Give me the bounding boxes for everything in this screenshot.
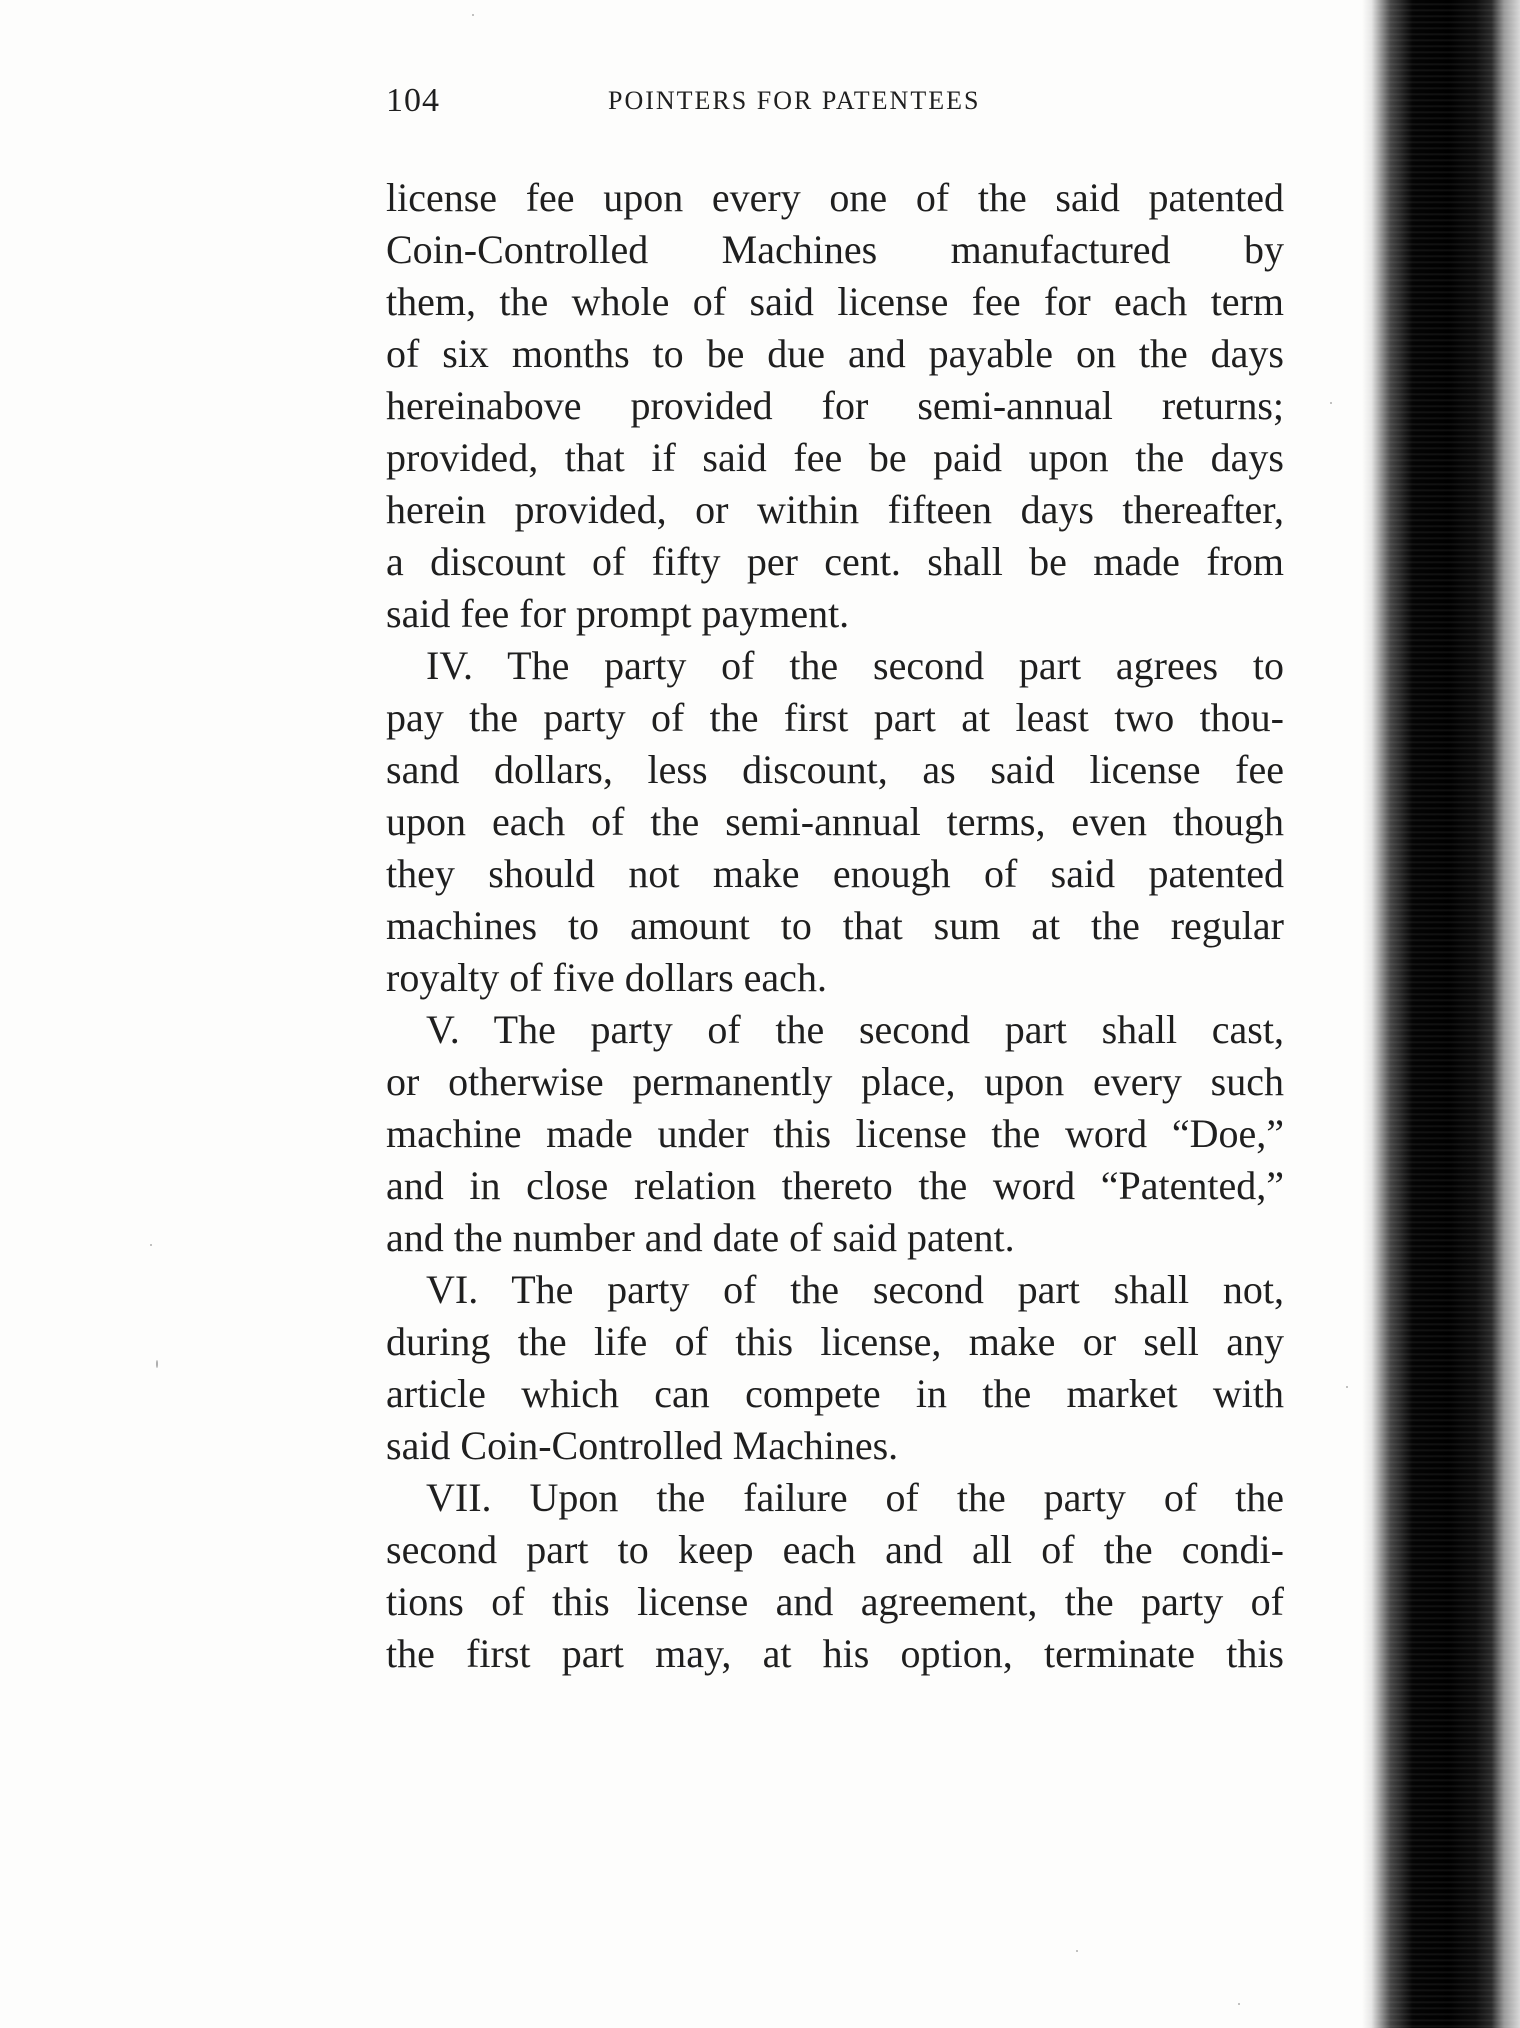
text-line: hereinabove provided for semi-annual returns; bbox=[386, 383, 1284, 428]
paragraph bbox=[386, 640, 1284, 1004]
text-line: they should not make enough of said patented bbox=[386, 851, 1284, 896]
scan-speck bbox=[1238, 2003, 1240, 2005]
book-gutter-shadow bbox=[1362, 0, 1520, 2028]
text-line: second part to keep each and all of the condi- bbox=[386, 1527, 1284, 1572]
text-line: royalty of five dollars each. bbox=[386, 955, 827, 1000]
scan-speck bbox=[1076, 1950, 1078, 1952]
paragraph bbox=[386, 1004, 1284, 1264]
text-line: and the number and date of said patent. bbox=[386, 1215, 1015, 1260]
scan-speck bbox=[150, 1244, 152, 1246]
text-line: IV. The party of the second part agrees to bbox=[426, 643, 1284, 688]
scan-speck bbox=[1330, 402, 1332, 404]
page-header bbox=[386, 82, 1286, 132]
page-number: 104 bbox=[386, 82, 440, 119]
text-line: provided, that if said fee be paid upon the days bbox=[386, 435, 1284, 480]
scan-speck bbox=[156, 1360, 158, 1368]
text-line: VI. The party of the second part shall not, bbox=[426, 1267, 1284, 1312]
paragraph bbox=[386, 1264, 1284, 1472]
text-line: license fee upon every one of the said patented bbox=[386, 175, 1284, 220]
text-line: tions of this license and agreement, the party of bbox=[386, 1579, 1284, 1624]
text-line: of six months to be due and payable on the days bbox=[386, 331, 1284, 376]
paragraph bbox=[386, 172, 1284, 640]
text-line: a discount of fifty per cent. shall be made from bbox=[386, 539, 1284, 584]
text-line: upon each of the semi-annual terms, even though bbox=[386, 799, 1284, 844]
scan-speck bbox=[1346, 1386, 1348, 1388]
text-line: machine made under this license the word “Doe,” bbox=[386, 1111, 1284, 1156]
text-line: herein provided, or within fifteen days thereafter, bbox=[386, 487, 1284, 532]
paragraph bbox=[386, 1472, 1284, 1680]
text-line: Coin-Controlled Machines manufactured by bbox=[386, 227, 1284, 272]
text-line: them, the whole of said license fee for each term bbox=[386, 279, 1284, 324]
text-line: and in close relation thereto the word “Patented,” bbox=[386, 1163, 1284, 1208]
text-line: during the life of this license, make or sell any bbox=[386, 1319, 1284, 1364]
text-line: article which can compete in the market with bbox=[386, 1371, 1284, 1416]
body-text bbox=[386, 172, 1284, 1680]
text-line: or otherwise permanently place, upon every such bbox=[386, 1059, 1284, 1104]
text-line: pay the party of the first part at least two thou- bbox=[386, 695, 1284, 740]
scan-speck bbox=[472, 14, 474, 16]
text-line: V. The party of the second part shall cast, bbox=[426, 1007, 1284, 1052]
text-line: said Coin-Controlled Machines. bbox=[386, 1423, 899, 1468]
text-line: VII. Upon the failure of the party of the bbox=[426, 1475, 1284, 1520]
text-line: machines to amount to that sum at the regular bbox=[386, 903, 1284, 948]
text-line: said fee for prompt payment. bbox=[386, 591, 850, 636]
running-title: POINTERS FOR PATENTEES bbox=[608, 86, 981, 115]
text-line: sand dollars, less discount, as said license fee bbox=[386, 747, 1284, 792]
text-line: the first part may, at his option, terminate this bbox=[386, 1631, 1284, 1676]
